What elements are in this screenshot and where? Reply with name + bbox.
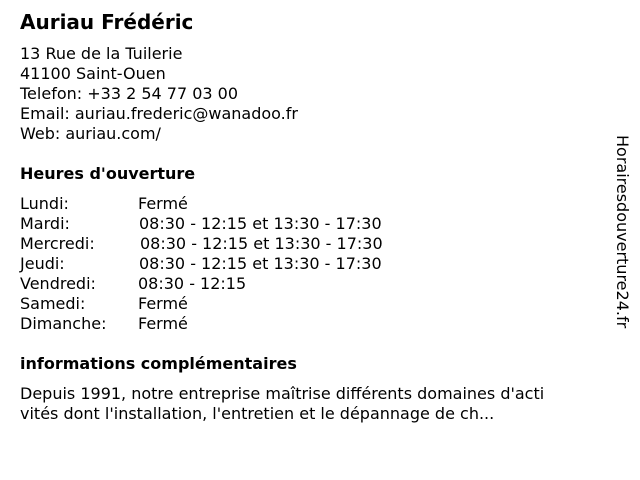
hours-value: Fermé bbox=[138, 194, 188, 213]
site-watermark: Horairesdouverture24.fr bbox=[613, 135, 632, 329]
hours-value: 08:30 - 12:15 et 13:30 - 17:30 bbox=[139, 214, 382, 233]
day-label: Jeudi: bbox=[20, 254, 65, 273]
web-line: Web: auriau.com/ bbox=[20, 124, 161, 143]
info-text bbox=[20, 384, 605, 424]
info-line-2: vités dont l'installation, l'entretien et le dépannage de ch... bbox=[20, 404, 495, 423]
hours-value: 08:30 - 12:15 et 13:30 - 17:30 bbox=[139, 254, 382, 273]
hours-value: 08:30 - 12:15 et 13:30 - 17:30 bbox=[140, 234, 383, 253]
email-line: Email: auriau.frederic@wanadoo.fr bbox=[20, 104, 298, 123]
business-name: Auriau Frédéric bbox=[20, 10, 194, 34]
hours-value: Fermé bbox=[138, 294, 188, 313]
info-heading: informations complémentaires bbox=[20, 354, 297, 373]
hours-value: 08:30 - 12:15 bbox=[138, 274, 247, 293]
info-line-1: Depuis 1991, notre entreprise maîtrise différents domaines d'acti bbox=[20, 384, 545, 403]
day-label: Mardi: bbox=[20, 214, 70, 233]
street-address: 13 Rue de la Tuilerie bbox=[20, 44, 183, 63]
day-label: Samedi: bbox=[20, 294, 86, 313]
hours-value: Fermé bbox=[138, 314, 188, 333]
day-label: Dimanche: bbox=[20, 314, 107, 333]
city-postal: 41100 Saint-Ouen bbox=[20, 64, 166, 83]
hours-heading: Heures d'ouverture bbox=[20, 164, 196, 183]
contact-block bbox=[20, 44, 298, 144]
phone-line: Telefon: +33 2 54 77 03 00 bbox=[20, 84, 239, 103]
day-label: Vendredi: bbox=[20, 274, 96, 293]
day-label: Mercredi: bbox=[20, 234, 95, 253]
day-label: Lundi: bbox=[20, 194, 69, 213]
